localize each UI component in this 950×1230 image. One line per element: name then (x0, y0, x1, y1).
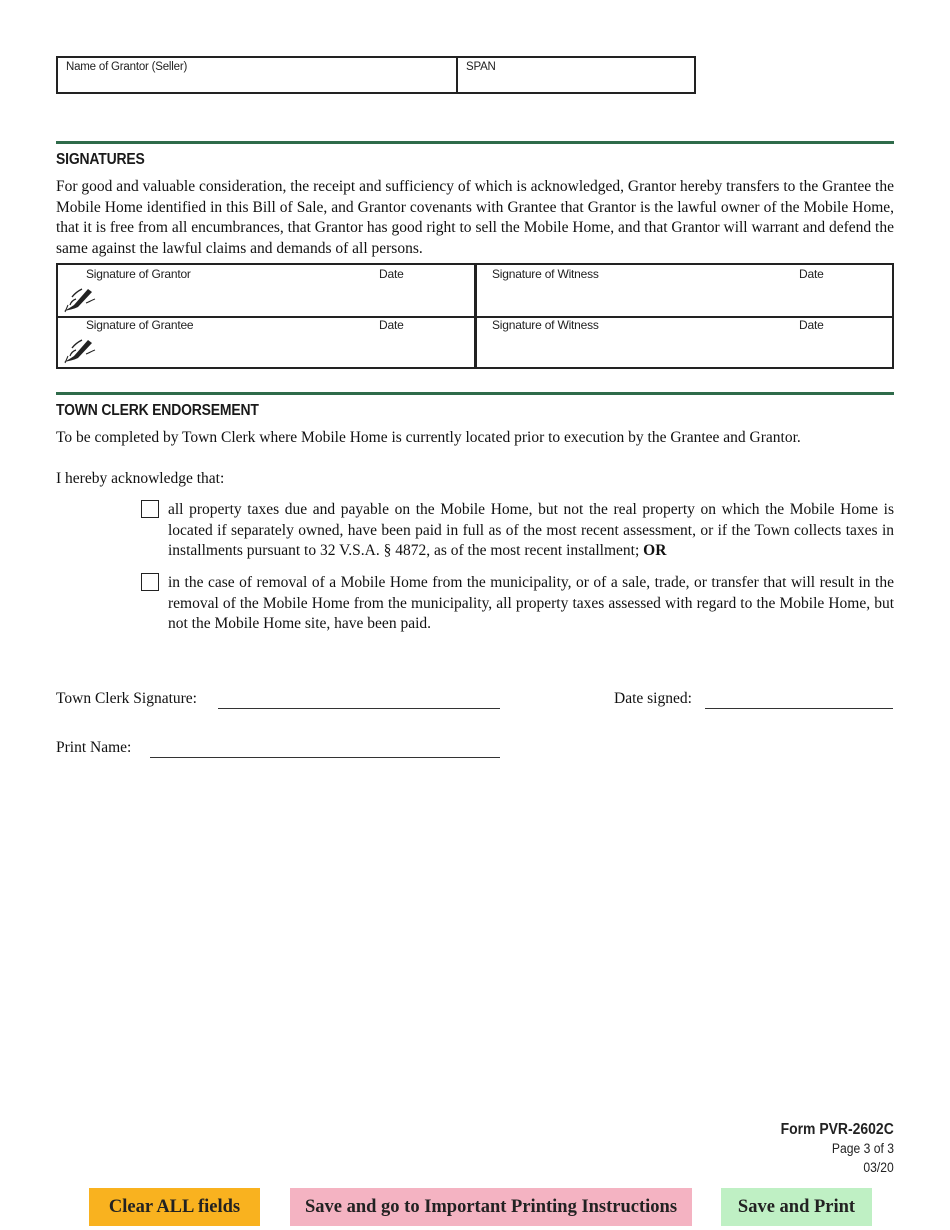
form-revision: 03/20 (863, 1160, 894, 1175)
town-clerk-intro: To be completed by Town Clerk where Mobile Home is currently located prior to execution by the Grantee and Grantor. (56, 429, 801, 446)
clerk-signature-label: Town Clerk Signature: (56, 690, 197, 707)
town-clerk-title: TOWN CLERK ENDORSEMENT (56, 402, 259, 419)
witness-date-label-2: Date (799, 318, 824, 332)
taxes-paid-checkbox[interactable] (141, 500, 159, 518)
pen-sign-here-icon (62, 283, 96, 313)
grantor-date-label: Date (379, 267, 404, 281)
grantor-span-box (56, 56, 696, 94)
grantor-signature-field[interactable] (58, 265, 474, 316)
grantee-signature-field[interactable] (58, 318, 474, 367)
grantor-name-field[interactable] (58, 58, 458, 92)
span-field[interactable] (458, 58, 694, 92)
grantor-name-label: Name of Grantor (Seller) (66, 61, 188, 73)
save-and-print-button[interactable]: Save and Print (721, 1188, 872, 1226)
pen-sign-here-icon (62, 334, 96, 364)
option1-text-block (168, 500, 894, 562)
save-printing-instructions-button[interactable]: Save and go to Important Printing Instructions (290, 1188, 692, 1226)
option1-or: OR (643, 542, 667, 560)
span-label: SPAN (466, 61, 496, 73)
grantee-date-label: Date (379, 318, 404, 332)
witness-date-label-1: Date (799, 267, 824, 281)
witness-signature-label-2: Signature of Witness (492, 318, 599, 332)
signature-grid (56, 263, 894, 369)
option2-text: in the case of removal of a Mobile Home from the municipality, or of a sale, trade, or transfer that will result in the removal of the Mobile Home from the municipality, all property taxes assessed with regard to the Mobile Home, but not the Mobile Home site, have been paid. (168, 574, 894, 633)
page-number: Page 3 of 3 (831, 1141, 894, 1156)
date-signed-line[interactable] (705, 708, 893, 709)
acknowledge-text: I hereby acknowledge that: (56, 470, 225, 487)
grantor-signature-label: Signature of Grantor (86, 267, 191, 281)
clear-all-fields-button[interactable]: Clear ALL fields (89, 1188, 260, 1226)
print-name-label: Print Name: (56, 739, 132, 756)
witness-signature-field-2[interactable] (477, 318, 892, 367)
print-name-line[interactable] (150, 757, 500, 758)
section-divider (56, 392, 894, 395)
witness-signature-field-1[interactable] (477, 265, 892, 316)
signatures-paragraph: For good and valuable consideration, the receipt and sufficiency of which is acknowledged, Grantor hereby transfers to the Grantee the Mobile Home identified in this Bill of Sale, and Grantor covenants with Grantee that Grantor is the lawful owner of the Mobile Home, that it is free from all encumbrances, that Grantor has good right to sell the Mobile Home, and that Grantor will warrant and defend the same against the lawful claims and demands of all persons. (56, 178, 894, 257)
signatures-title: SIGNATURES (56, 151, 145, 168)
section-divider (56, 141, 894, 144)
date-signed-label: Date signed: (614, 690, 692, 707)
clerk-signature-line[interactable] (218, 708, 500, 709)
form-number: Form PVR-2602C (780, 1121, 894, 1138)
grantee-signature-label: Signature of Grantee (86, 318, 194, 332)
witness-signature-label-1: Signature of Witness (492, 267, 599, 281)
option1-text: all property taxes due and payable on the Mobile Home, but not the real property on which the Mobile Home is located if separately owned, have been paid in full as of the most recent assessment, or if the Town collects taxes in installments pursuant to 32 V.S.A. § 4872, as of the most recent installment; (168, 501, 894, 560)
removal-taxes-paid-checkbox[interactable] (141, 573, 159, 591)
